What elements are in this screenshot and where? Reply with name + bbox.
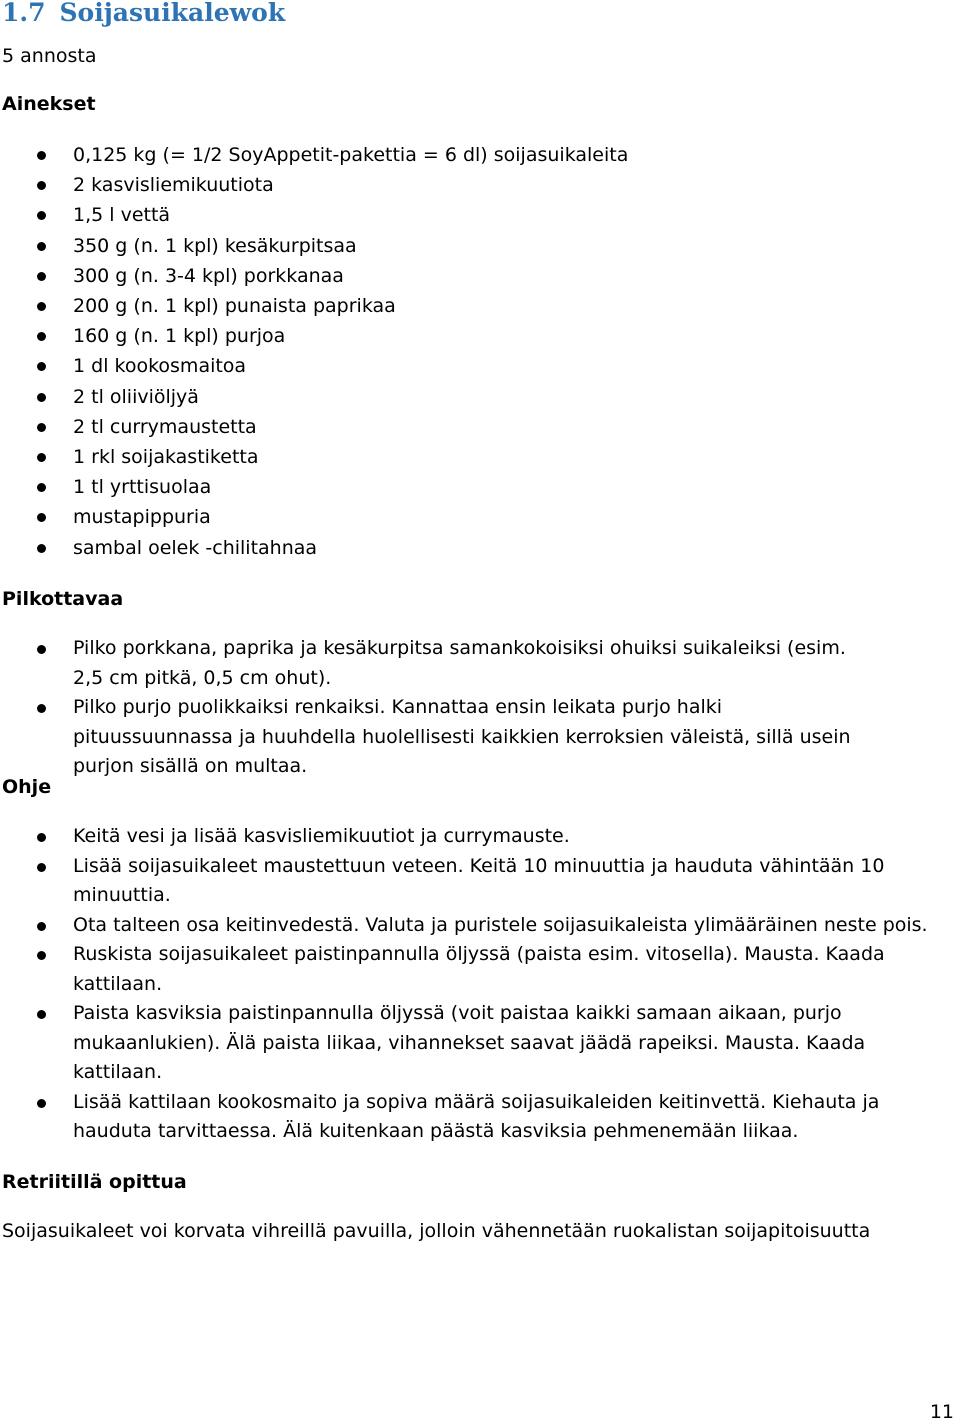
list-item: Ota talteen osa keitinvedestä. Valuta ja puristele soijasuikaleista ylimääräinen neste pois.	[0, 911, 940, 941]
ingredients-list	[0, 140, 940, 563]
list-item: sambal oelek -chilitahnaa	[0, 533, 940, 563]
list-item: Pilko porkkana, paprika ja kesäkurpitsa samankokoisiksi ohuiksi suikaleiksi (esim. 2,5 cm pitkä, 0,5 cm ohut).	[0, 634, 870, 693]
instructions-title: Ohje	[2, 776, 52, 798]
page-number: 11	[929, 1401, 954, 1423]
list-item: 0,125 kg (= 1/2 SoyAppetit-pakettia = 6 dl) soijasuikaleita	[0, 140, 940, 170]
instructions-list	[0, 822, 940, 1147]
prep-list	[0, 634, 870, 782]
list-item: Ruskista soijasuikaleet paistinpannulla öljyssä (paista esim. vitosella). Mausta. Kaada kattilaan.	[0, 940, 940, 999]
list-item: 300 g (n. 3-4 kpl) porkkanaa	[0, 261, 940, 291]
list-item: 1 rkl soijakastiketta	[0, 442, 940, 472]
ingredients-title: Ainekset	[2, 93, 96, 115]
lessons-text: Soijasuikaleet voi korvata vihreillä pavuilla, jolloin vähennetään ruokalistan soijapitoisuutta	[2, 1220, 871, 1242]
list-item: 200 g (n. 1 kpl) punaista paprikaa	[0, 291, 940, 321]
list-item: mustapippuria	[0, 502, 940, 532]
list-item: 1,5 l vettä	[0, 200, 940, 230]
heading-number: 1.7	[2, 0, 46, 27]
list-item: Lisää kattilaan kookosmaito ja sopiva määrä soijasuikaleiden keitinvettä. Kiehauta ja hauduta tarvittaessa. Älä kuitenkaan päästä kasviksia pehmenemään liikaa.	[0, 1088, 940, 1147]
list-item: 2 tl oliiviöljyä	[0, 382, 940, 412]
list-item: 1 dl kookosmaitoa	[0, 351, 940, 381]
list-item: Pilko purjo puolikkaiksi renkaiksi. Kannattaa ensin leikata purjo halki pituussuunnassa ja huuhdella huolellisesti kaikkien kerroksien väleistä, sillä usein purjon sisällä on multaa.	[0, 693, 870, 782]
list-item: 350 g (n. 1 kpl) kesäkurpitsaa	[0, 231, 940, 261]
lessons-title: Retriitillä opittua	[2, 1171, 187, 1193]
heading-title: Soijasuikalewok	[59, 0, 286, 27]
list-item: Keitä vesi ja lisää kasvisliemikuutiot ja currymauste.	[0, 822, 940, 852]
recipe-heading	[2, 0, 285, 29]
list-item: 2 kasvisliemikuutiota	[0, 170, 940, 200]
list-item: 160 g (n. 1 kpl) purjoa	[0, 321, 940, 351]
list-item: 2 tl currymaustetta	[0, 412, 940, 442]
servings-text: 5 annosta	[2, 45, 97, 67]
list-item: Lisää soijasuikaleet maustettuun veteen. Keitä 10 minuuttia ja hauduta vähintään 10 minuuttia.	[0, 852, 940, 911]
list-item: Paista kasviksia paistinpannulla öljyssä (voit paistaa kaikki samaan aikaan, purjo mukaanlukien). Älä paista liikaa, vihannekset saavat jäädä rapeiksi. Mausta. Kaada kattilaan.	[0, 999, 940, 1088]
list-item: 1 tl yrttisuolaa	[0, 472, 940, 502]
prep-title: Pilkottavaa	[2, 588, 124, 610]
